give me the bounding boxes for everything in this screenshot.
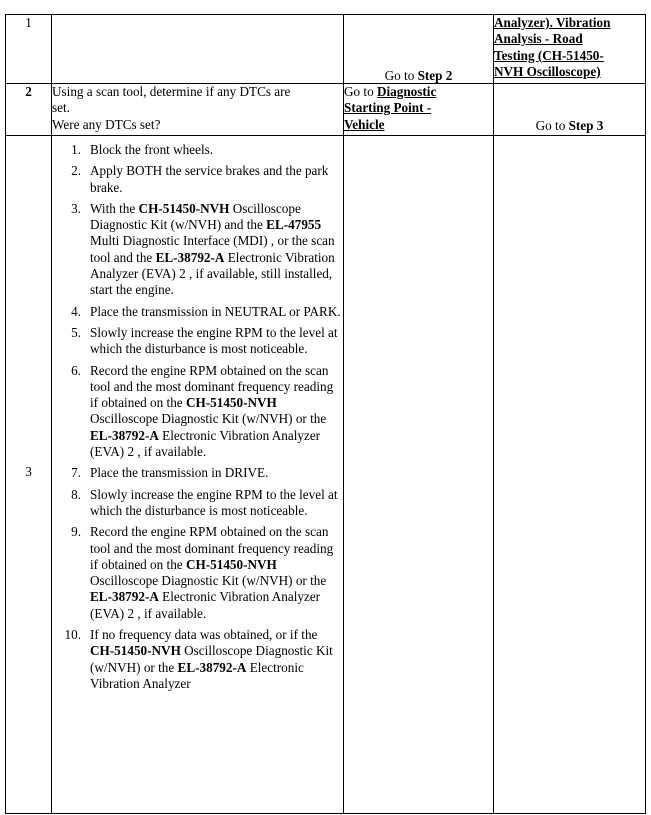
list-item (52, 142, 341, 158)
list-item-text: Apply BOTH the service brakes and the park brake. (90, 163, 329, 195)
list-item-text: Place the transmission in DRIVE. (90, 465, 269, 481)
list-item (52, 487, 341, 520)
diagnostic-starting-point-link[interactable]: Diagnostic Starting Point - Vehicle (344, 84, 437, 132)
step-3-reference[interactable]: Step 3 (568, 117, 604, 133)
list-item-number: 5. (71, 324, 81, 340)
yes-result (344, 68, 493, 84)
step-number-cell (6, 15, 52, 84)
list-item (52, 363, 341, 461)
step-number: 2 (25, 84, 32, 99)
list-item (52, 304, 341, 320)
list-item-text: With the (90, 200, 139, 216)
tool-part-number: EL-38792-A (90, 589, 159, 605)
step-2-reference[interactable]: Step 2 (417, 67, 453, 83)
go-to-text: Go to (535, 117, 569, 133)
no-cell (494, 84, 646, 136)
yes-cell (344, 136, 494, 814)
step-number: 1 (25, 15, 32, 30)
tool-part-number: CH-51450-NVH (138, 200, 230, 216)
list-item (52, 325, 341, 358)
step-number: 3 (25, 464, 32, 479)
list-item-number: 2. (71, 163, 81, 179)
list-item-number: 7. (71, 465, 81, 481)
tool-part-number: CH-51450-NVH (185, 395, 277, 411)
tool-part-number: EL-38792-A (90, 427, 159, 443)
step-number-cell (6, 136, 52, 814)
tool-part-number: CH-51450-NVH (185, 556, 277, 572)
list-item-text: Electronic Vibration Analyzer (90, 659, 304, 691)
list-item (52, 627, 341, 692)
procedure-list (52, 136, 343, 692)
tool-part-number: EL-47955 (266, 217, 322, 233)
list-item-number: 10. (64, 627, 81, 643)
yes-cell (344, 15, 494, 84)
list-item (52, 465, 341, 481)
list-item (52, 524, 341, 622)
list-item (52, 201, 341, 299)
list-item-text: Record the engine RPM obtained on the scan tool and the most dominant frequency reading if obtained on the (90, 524, 334, 572)
no-cell (494, 15, 646, 84)
tool-part-number: CH-51450-NVH (90, 643, 181, 659)
tool-part-number: EL-38792-A (155, 249, 225, 265)
list-item-text: Electronic Vibration Analyzer (EVA) 2 , if available, still installed, start the engine. (90, 249, 335, 298)
list-item-number: 3. (71, 200, 81, 216)
action-cell: Using a scan tool, determine if any DTCs are set. Were any DTCs set? (52, 84, 344, 136)
vibration-analysis-link[interactable]: Analyzer). Vibration Analysis - Road Testing (CH-51450- NVH Oscilloscope) (494, 15, 611, 79)
list-item-number: 1. (71, 142, 81, 157)
go-to-text: Go to (384, 67, 418, 83)
yes-cell (344, 84, 494, 136)
list-item-text: Multi Diagnostic Interface (MDI) , or the scan tool and the (90, 233, 335, 265)
list-item (52, 163, 341, 196)
no-cell (494, 136, 646, 814)
table-row (6, 15, 646, 84)
list-item-text: Record the engine RPM obtained on the scan tool and the most dominant frequency reading if obtained on the (90, 362, 334, 411)
list-item-text: Oscilloscope Diagnostic Kit (w/NVH) and the (90, 200, 301, 233)
table-row (6, 136, 646, 814)
list-item-text: Electronic Vibration Analyzer (EVA) 2 , if available. (90, 427, 321, 460)
list-item-number: 6. (71, 362, 81, 378)
go-to-text: Go to (344, 84, 377, 99)
list-item-number: 4. (71, 303, 81, 319)
list-item-text: Oscilloscope Diagnostic Kit (w/NVH) or the (90, 573, 327, 589)
list-item-number: 8. (71, 486, 81, 502)
no-result (494, 118, 645, 134)
list-item-number: 9. (71, 524, 81, 540)
action-cell (52, 15, 344, 84)
step-number-cell (6, 84, 52, 136)
list-item-text: If no frequency data was obtained, or if the (90, 627, 318, 643)
list-item-text: Oscilloscope Diagnostic Kit (w/NVH) or the (90, 411, 327, 427)
action-cell (52, 136, 344, 814)
list-item-text: Block the front wheels. (90, 142, 214, 157)
table-row (6, 84, 646, 136)
diagnostic-table (5, 14, 646, 814)
list-item-text: Slowly increase the engine RPM to the level at which the disturbance is most noticeable. (90, 486, 338, 518)
list-item-text: Electronic Vibration Analyzer (EVA) 2 , if available. (90, 589, 321, 621)
tool-part-number: EL-38792-A (177, 659, 247, 675)
list-item-text: Place the transmission in NEUTRAL or PARK. (90, 303, 341, 319)
list-item-text: Oscilloscope Diagnostic Kit (w/NVH) or the (90, 643, 333, 675)
list-item-text: Slowly increase the engine RPM to the level at which the disturbance is most noticeable. (90, 324, 338, 357)
